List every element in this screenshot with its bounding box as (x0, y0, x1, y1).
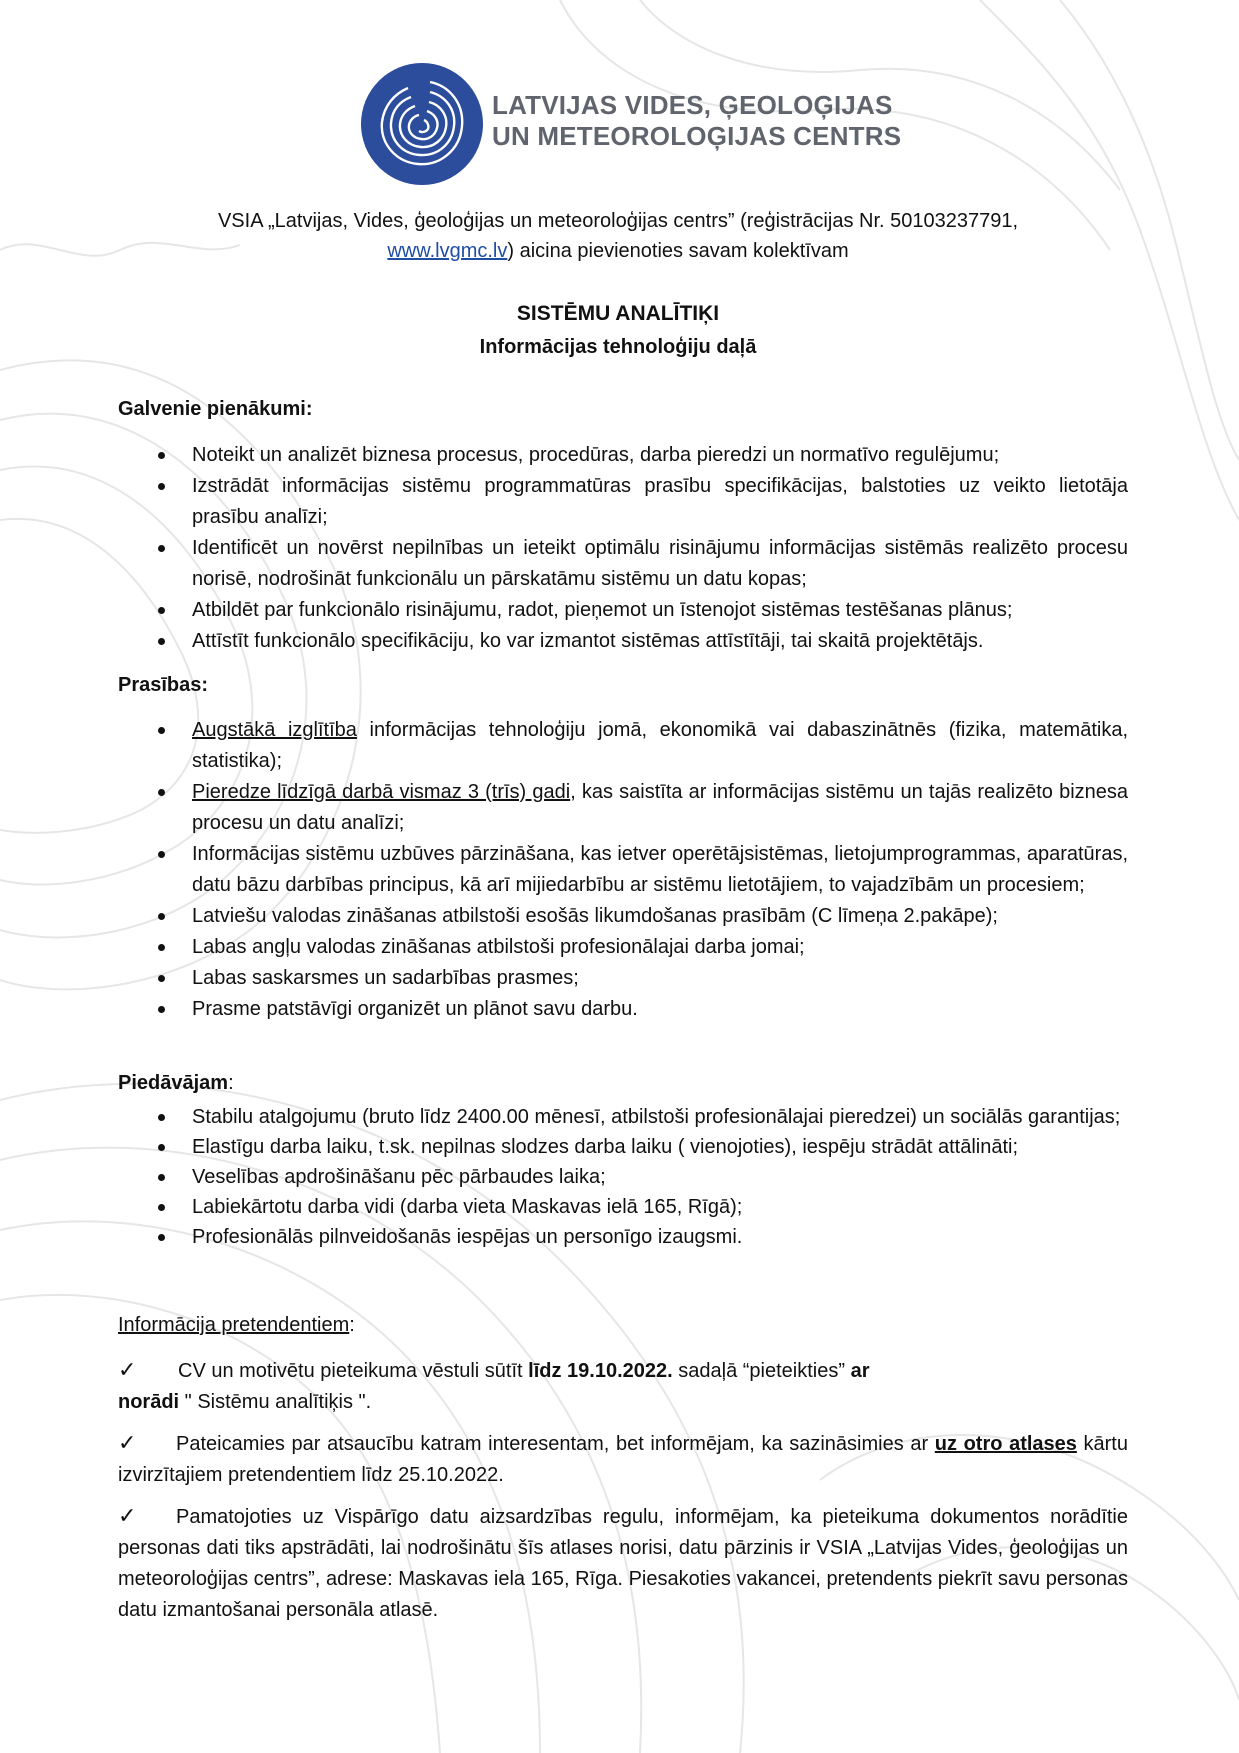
bullet-icon (158, 975, 165, 982)
bullet-icon (158, 851, 165, 858)
duties-list (118, 440, 1128, 657)
intro-line-1: VSIA „Latvijas, Vides, ģeoloģijas un meteoroloģijas centrs” (reģistrācijas Nr. 50103237791, (217, 210, 1019, 232)
list-item: Labas angļu valodas zināšanas atbilstoši profesionālajai darba jomai; (118, 932, 1128, 963)
list-item: Izstrādāt informācijas sistēmu programmatūras prasību specifikācijas, balstoties uz veikto lietotāja prasību analīzi; (118, 471, 1128, 533)
logo-line-1: LATVIJAS VIDES, ĢEOLOĢIJAS (492, 90, 893, 120)
bullet-icon (158, 1144, 165, 1151)
job-title: SISTĒMU ANALĪTIĶI (516, 302, 720, 325)
list-item: Labiekārtotu darba vidi (darba vieta Maskavas ielā 165, Rīgā); (118, 1192, 1128, 1222)
bullet-icon (158, 1234, 165, 1241)
application-instructions-paragraph: ✓ CV un motivētu pieteikuma vēstuli sūtīt līdz 19.10.2022. sadaļā “pieteikties” ar norādi " Sistēmu analītiķis ". (118, 1354, 1128, 1418)
list-item: Stabilu atalgojumu (bruto līdz 2400.00 mēnesī, atbilstoši profesionālajai pieredzei) un sociālās garantijas; (118, 1102, 1128, 1132)
list-item: Elastīgu darba laiku, t.sk. nepilnas slodzes darba laiku ( vienojoties), iespēju strādāt attālināti; (118, 1132, 1128, 1162)
bullet-icon (158, 1114, 165, 1121)
checkmark-icon: ✓ (118, 1357, 137, 1382)
bullet-icon (158, 913, 165, 920)
bullet-icon (158, 944, 165, 951)
offer-list (118, 1102, 1128, 1252)
list-item: Veselības apdrošināšanu pēc pārbaudes laika; (118, 1162, 1128, 1192)
list-item: Atbildēt par funkcionālo risinājumu, radot, pieņemot un īstenojot sistēmas testēšanas plānus; (118, 595, 1128, 626)
bullet-icon (158, 1204, 165, 1211)
list-item: Noteikt un analizēt biznesa procesus, procedūras, darba pieredzi un normatīvo regulējumu; (118, 440, 1128, 471)
list-item: Profesionālās pilnveidošanās iespējas un personīgo izaugsmi. (118, 1222, 1128, 1252)
list-item: Augstākā izglītība informācijas tehnoloģiju jomā, ekonomikā vai dabaszinātnēs (fizika, matemātika, statistika); (118, 715, 1128, 777)
intro-line-2 (118, 236, 1118, 266)
list-item: Latviešu valodas zināšanas atbilstoši esošās likumdošanas prasībām (C līmeņa 2.pakāpe); (118, 901, 1128, 932)
bullet-icon (158, 727, 165, 734)
list-item: Prasme patstāvīgi organizēt un plānot savu darbu. (118, 994, 1128, 1025)
bullet-icon (158, 1174, 165, 1181)
checkmark-icon: ✓ (118, 1503, 137, 1528)
bullet-icon (158, 1006, 165, 1013)
list-item: Identificēt un novērst nepilnības un ieteikt optimālu risinājumu informācijas sistēmās realizēto procesu norisē, nodrošināt funkcionālu un pārskatāmu sistēmu un datu kopas; (118, 533, 1128, 595)
logo-line-2: UN METEOROLOĢIJAS CENTRS (492, 121, 902, 151)
list-item: Labas saskarsmes un sadarbības prasmes; (118, 963, 1128, 994)
bullet-icon (158, 638, 165, 645)
department-subtitle: Informācijas tehnoloģiju daļā (479, 336, 757, 358)
bullet-icon (158, 607, 165, 614)
intro-paragraph (118, 206, 1118, 266)
checkmark-icon: ✓ (118, 1430, 137, 1455)
intro-line-2-text: ) aicina pievienoties savam kolektīvam (507, 240, 849, 262)
applicant-info-heading: Informācija pretendentiem: (118, 1314, 355, 1336)
list-item: Attīstīt funkcionālo specifikāciju, ko var izmantot sistēmas attīstītāji, tai skaitā projektētājs. (118, 626, 1128, 657)
data-protection-paragraph: ✓ Pamatojoties uz Vispārīgo datu aizsardzības regulu, informējam, ka pieteikuma dokumentos norādītie personas dati tiks apstrādāti, lai nodrošinātu šīs atlases norisi, datu pārzinis ir VSIA „Latvijas Vides, ģeoloģijas un meteoroloģijas centrs”, adrese: Maskavas iela 165, Rīga. Piesakoties vakancei, pretendents piekrīt savu personas datu izmantošanai personāla atlasē. (118, 1500, 1128, 1626)
requirements-heading: Prasības: (118, 674, 209, 696)
selection-notice-paragraph: ✓ Pateicamies par atsaucību katram interesentam, bet informējam, ka sazināsimies ar uz otro atlases kārtu izvirzītajiem pretendentiem līdz 25.10.2022. (118, 1427, 1128, 1491)
concentric-rings-logo-icon (360, 62, 484, 186)
bullet-icon (158, 483, 165, 490)
bullet-icon (158, 789, 165, 796)
list-item: Pieredze līdzīgā darbā vismaz 3 (trīs) gadi, kas saistīta ar informācijas sistēmu un tajās realizēto biznesa procesu un datu analīzi; (118, 777, 1128, 839)
website-link[interactable]: www.lvgmc.lv (387, 240, 508, 262)
organization-logo (360, 62, 902, 188)
requirements-list (118, 715, 1128, 1025)
bullet-icon (158, 452, 165, 459)
list-item: Informācijas sistēmu uzbūves pārzināšana, kas ietver operētājsistēmas, lietojumprogrammas, aparatūras, datu bāzu darbības principus, kā arī mijiedarbību ar sistēmu lietotājiem, to vajadzībām un procesiem; (118, 839, 1128, 901)
bullet-icon (158, 545, 165, 552)
duties-heading: Galvenie pienākumi: (118, 398, 313, 420)
offer-heading: Piedāvājam: (118, 1072, 234, 1094)
